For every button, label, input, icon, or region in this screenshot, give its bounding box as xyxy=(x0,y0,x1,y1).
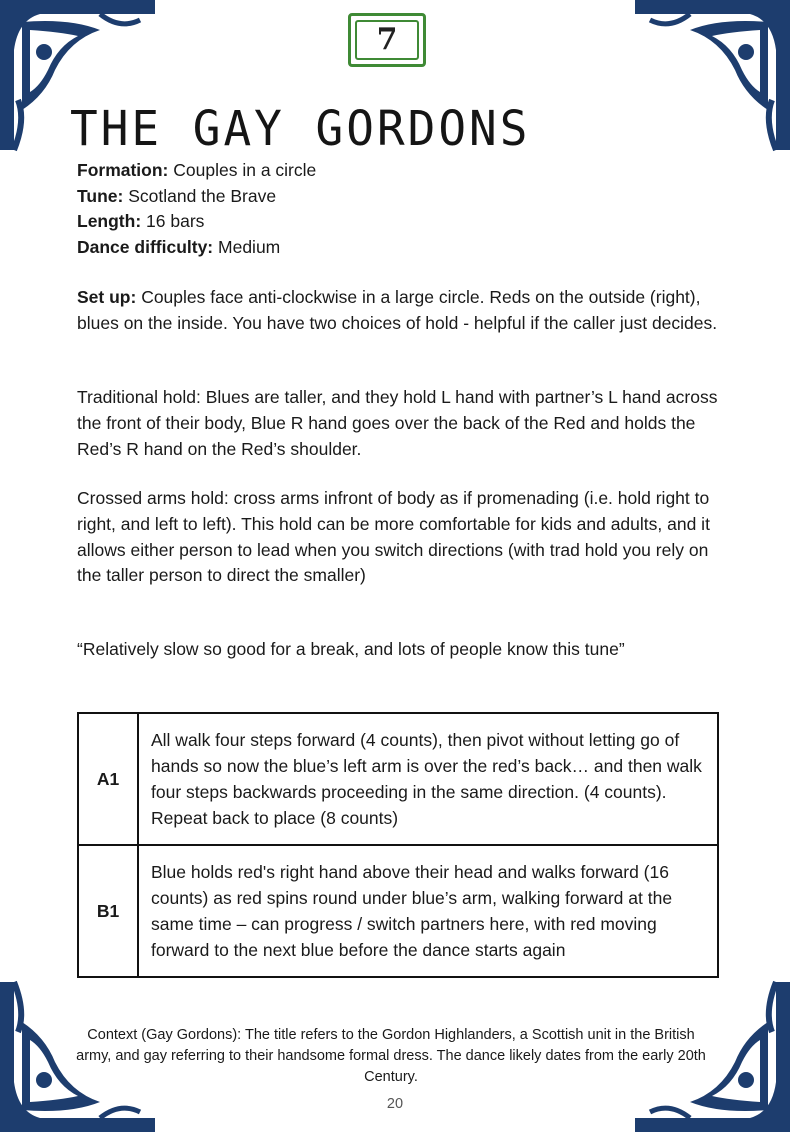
setup-paragraph xyxy=(77,285,732,337)
quote-paragraph: “Relatively slow so good for a break, and lots of people know this tune” xyxy=(77,639,625,659)
table-row xyxy=(78,713,718,845)
dance-number: 7 xyxy=(376,22,398,57)
ornament-icon xyxy=(630,0,790,160)
page-number: 20 xyxy=(386,1096,404,1112)
difficulty-label: Dance difficulty: xyxy=(77,236,214,257)
step-label: B1 xyxy=(78,845,138,977)
page-title: THE GAY GORDONS xyxy=(70,100,531,157)
tune-value: Scotland the Brave xyxy=(128,185,277,206)
step-description: Blue holds red's right hand above their head and walks forward (16 counts) as red spins round under blue’s arm, walking forward at the same time – can progress / switch partners here, with red moving forward to the next blue before the dance starts again xyxy=(138,845,718,977)
crossed-hold-paragraph: Crossed arms hold: cross arms infront of body as if promenading (i.e. hold right to right, and left to left). This hold can be more comfortable for kids and adults, and it allows either person to lead when you switch directions (with trad hold you rely on the taller person to direct the smaller) xyxy=(77,488,710,586)
difficulty-value: Medium xyxy=(218,236,281,257)
dance-meta xyxy=(77,158,316,260)
steps-table xyxy=(77,712,719,978)
tune-line xyxy=(77,184,316,210)
length-value: 16 bars xyxy=(146,211,205,231)
length-line xyxy=(77,209,316,235)
traditional-hold-paragraph: Traditional hold: Blues are taller, and they hold L hand with partner’s L hand across the front of their body, Blue R hand goes over the back of the Red and holds the Red’s R hand on the Red’s shoulder. xyxy=(77,387,718,459)
step-label: A1 xyxy=(78,713,138,845)
length-label: Length: xyxy=(77,211,142,231)
setup-label: Set up: xyxy=(77,287,137,307)
tune-label: Tune: xyxy=(77,185,124,206)
formation-line xyxy=(77,158,316,184)
step-description: All walk four steps forward (4 counts), then pivot without letting go of hands so now the blue’s left arm is over the red’s back… and then walk four steps backwards proceeding in the same direction. (4 counts). Repeat back to place (8 counts) xyxy=(138,713,718,845)
corner-ornament-top-right xyxy=(630,0,790,160)
difficulty-line xyxy=(77,235,316,261)
setup-text: Couples face anti-clockwise in a large circle. Reds on the outside (right), blues on the inside. You have two choices of hold - helpful if the caller just decides. xyxy=(77,287,718,333)
formation-label: Formation: xyxy=(77,160,169,180)
formation-value: Couples in a circle xyxy=(173,160,317,180)
table-row xyxy=(78,845,718,977)
dance-number-badge xyxy=(348,13,426,67)
context-note: Context (Gay Gordons): The title refers to the Gordon Highlanders, a Scottish unit in the British army, and gay referring to their handsome formal dress. The dance likely dates from the early 20th Century. xyxy=(76,1027,706,1085)
